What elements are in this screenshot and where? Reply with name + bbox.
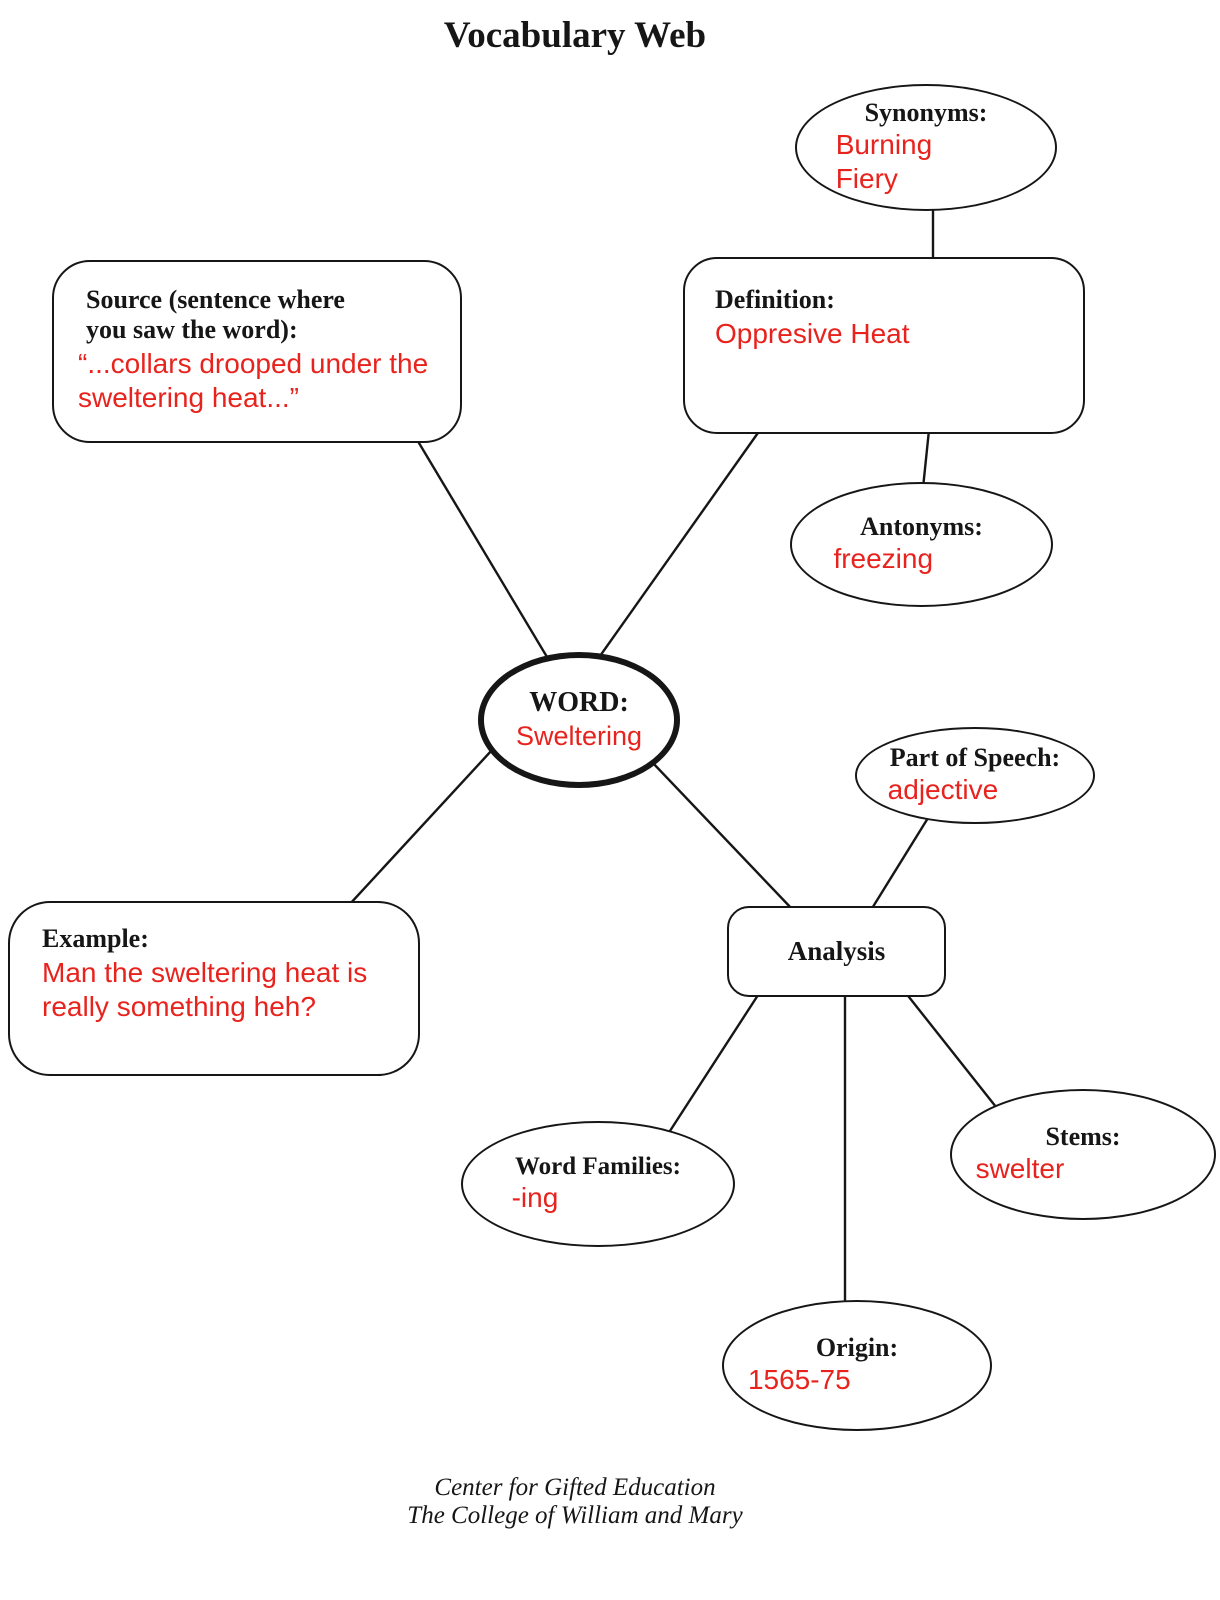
- origin-node: [722, 1300, 992, 1431]
- source-node: [52, 260, 462, 443]
- page-title: Vocabulary Web: [443, 15, 707, 56]
- part-of-speech-values: adjective: [887, 774, 999, 806]
- connector-line-analysis-wordfamilies: [668, 992, 760, 1134]
- connector-line-definition-word: [600, 430, 760, 656]
- synonyms-node: [795, 84, 1057, 211]
- antonyms-node: [790, 482, 1053, 607]
- connector-line-analysis-stems: [905, 992, 1000, 1112]
- antonyms-values: freezing: [833, 543, 934, 575]
- footer: [0, 1474, 1150, 1530]
- origin-values: 1565-75: [747, 1364, 851, 1396]
- word-node: [478, 652, 680, 788]
- example-node: [8, 901, 420, 1076]
- example-values: Man the sweltering heat is really something heh?: [42, 956, 368, 1023]
- word-families-values: -ing: [511, 1182, 559, 1214]
- analysis-label: Analysis: [787, 935, 886, 966]
- word-label: WORD:: [529, 687, 629, 719]
- word-values: Sweltering: [515, 720, 643, 751]
- footer-line2: The College of William and Mary: [407, 1502, 743, 1529]
- footer-line1: Center for Gifted Education: [434, 1474, 716, 1501]
- part-of-speech-node: [855, 727, 1095, 824]
- stems-node: [950, 1089, 1216, 1220]
- definition-node: [683, 257, 1085, 434]
- connector-line-definition-antonyms: [923, 430, 929, 488]
- synonyms-label: Synonyms:: [864, 98, 988, 128]
- synonyms-values: Burning Fiery: [835, 129, 933, 195]
- connector-line-word-example: [349, 750, 492, 905]
- definition-values: Oppresive Heat: [715, 317, 910, 349]
- word-families-label: Word Families:: [515, 1152, 681, 1180]
- antonyms-label: Antonyms:: [860, 512, 983, 542]
- part-of-speech-label: Part of Speech:: [889, 743, 1061, 773]
- connector-line-word-analysis: [652, 762, 793, 910]
- definition-label: Definition:: [715, 285, 835, 314]
- source-values: “...collars drooped under the sweltering heat...”: [78, 347, 429, 413]
- analysis-node: [727, 906, 946, 997]
- example-label: Example:: [42, 924, 149, 953]
- connector-line-pos-analysis: [871, 818, 928, 910]
- origin-label: Origin:: [815, 1333, 899, 1363]
- word-families-node: [461, 1121, 735, 1247]
- stems-label: Stems:: [1045, 1122, 1121, 1152]
- stems-values: swelter: [975, 1153, 1065, 1185]
- source-label: Source (sentence where you saw the word):: [86, 285, 345, 344]
- connector-line-source-word: [416, 438, 550, 662]
